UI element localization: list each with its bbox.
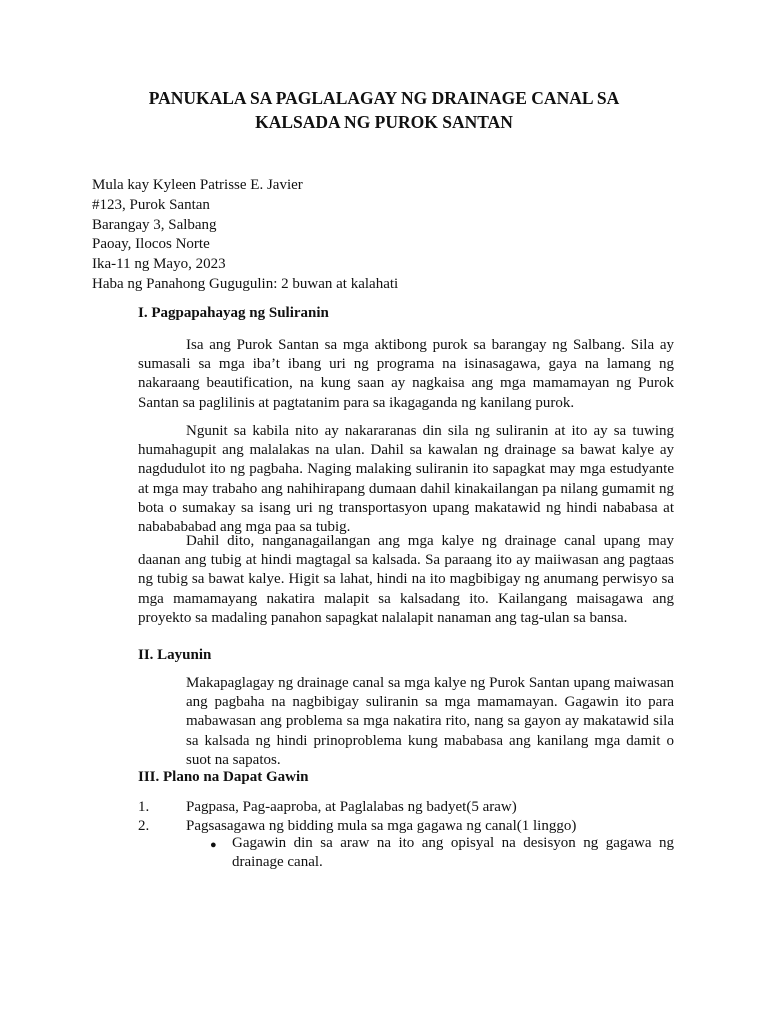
plan-list <box>138 798 674 836</box>
section-heading-problem: I. Pagpapahayag ng Suliranin <box>138 305 329 321</box>
address-line-1: #123, Purok Santan <box>92 196 210 213</box>
document-title <box>0 86 768 134</box>
objective-paragraph: Makapaglagay ng drainage canal sa mga kalye ng Purok Santan upang maiwasan ang pagbaha na nagbibigay suliranin sa mga mamamayan. Gagawin ito para mabawasan ang problema sa mga nakatira rito, nang sa gayon ay makatawid sila sa kalsada ng hindi prinoproblema kung mababasa ang kanilang mga damit o suot na sapatos. <box>186 675 674 768</box>
duration-line: Haba ng Panahong Gugugulin: 2 buwan at kalahati <box>92 275 399 292</box>
problem-paragraph-1: Isa ang Purok Santan sa mga aktibong purok sa barangay ng Salbang. Sila ay sumasali sa mga iba’t ibang uri ng programa na isinasagawa, gaya na lamang ng nakaraang beautification, na kung saan ay nagkaisa ang mga mamamayan ng Purok Santan sa paglilinis at pagtatanim para sa ikagaganda ng kanilang purok. <box>138 337 674 411</box>
list-item-text: Pagsasagawa ng bidding mula sa mga gagawa ng canal(1 linggo) <box>186 818 577 834</box>
bullet-icon: ● <box>210 839 217 851</box>
problem-paragraph-2: Ngunit sa kabila nito ay nakararanas din sila ng suliranin at ito ay sa tuwing humahagupit ang malalakas na ulan. Dahil sa kawalan ng drainage sa bawat kalye ay nagdudulot ito ng pagbaha. Naging malaking suliranin ito sapagkat may mga estudyante at mga may trabaho ang nahihirapang dumaan dahil kinakailangan pa nilang gumamit ng bota o sumakay sa isang uri ng transportasyon upang makatawid ng hindi nababasa at nababababad ang mga paa sa tubig. <box>138 423 674 536</box>
title-line-2: KALSADA NG PUROK SANTAN <box>255 112 513 132</box>
subitem-text: Gagawin din sa araw na ito ang opisyal na desisyon ng gagawa ng drainage canal. <box>232 835 674 870</box>
list-item-text: Pagpasa, Pag-aaproba, at Paglalabas ng badyet(5 araw) <box>186 799 517 815</box>
list-item <box>138 798 674 817</box>
address-line-3: Paoay, Ilocos Norte <box>92 236 210 253</box>
address-line-2: Barangay 3, Salbang <box>92 216 217 233</box>
plan-subitem <box>210 834 674 872</box>
header-info-block <box>92 176 692 295</box>
section-heading-plan: III. Plano na Dapat Gawin <box>138 769 309 785</box>
author-line: Mula kay Kyleen Patrisse E. Javier <box>92 177 303 193</box>
section-heading-objective: II. Layunin <box>138 647 212 663</box>
date-line: Ika-11 ng Mayo, 2023 <box>92 256 226 273</box>
list-item-number: 1. <box>138 799 150 815</box>
problem-paragraph-3: Dahil dito, nanganagailangan ang mga kalye ng drainage canal upang may daanan ang tubig at hindi magtagal sa kalsada. Sa paraang ito ay maiiwasan ang pagtaas ng tubig sa bawat kalye. Higit sa lahat, hindi na ito magbibigay ng anumang perwisyo sa mga mamamayang nakatira malapit sa kalsadang ito. Kailangang maisagawa ang proyekto sa madaling panahon sapagkat nalalapit nanaman ang tag-ulan sa bansa. <box>138 533 674 626</box>
title-line-1: PANUKALA SA PAGLALAGAY NG DRAINAGE CANAL SA <box>148 88 620 108</box>
list-item-number: 2. <box>138 818 150 834</box>
